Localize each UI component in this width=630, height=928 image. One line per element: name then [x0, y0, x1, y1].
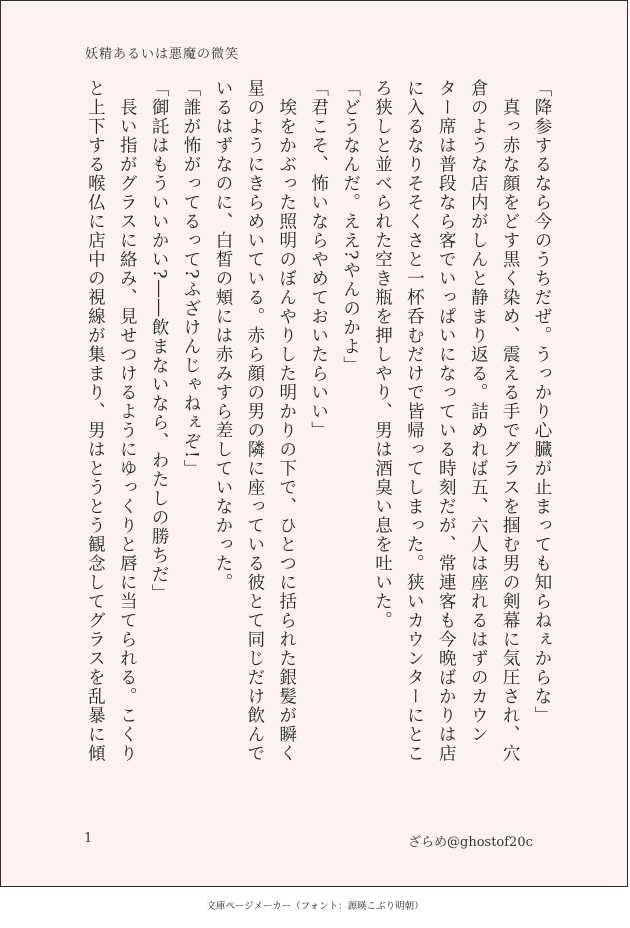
- author-credit: ざらめ@ghostof20c: [408, 835, 533, 850]
- text-line: 埃をかぶった照明のぼんやりした明かりの下で、ひとつに括られた銀髪が瞬く: [276, 79, 297, 763]
- page-number: 1: [84, 831, 93, 846]
- text-line: 真っ赤な顔をどす黒く染め、震える手でグラスを掴む男の剣幕に気圧され、穴: [500, 79, 521, 763]
- text-line: 「降参するなら今のうちだぜ。うっかり心臓が止まっても知らねぇからな」: [532, 79, 552, 725]
- text-line: に入るなりそそくさと一杯呑むだけで皆帰ってしまった。狭いカウンターにとこ: [404, 79, 425, 763]
- text-line: 「御託はもういいかい?――飲まないなら、わたしの勝ちだ」: [149, 79, 170, 603]
- running-title: 妖精あるいは悪魔の微笑: [85, 47, 240, 62]
- text-line: と上下する喉仏に店中の視線が集まり、男はとうとう観念してグラスを乱暴に傾: [85, 79, 106, 763]
- text-line: ター席は普段なら客でいっぱいになっている時刻だが、常連客も今晩ばかりは店: [436, 79, 457, 763]
- text-line: 倉のような店内がしんと静まり返る。詰めれば五、六人は座れるはずのカウン: [468, 79, 489, 744]
- text-line: 長い指がグラスに絡み、見せつけるようにゆっくりと唇に当てられる。こくり: [117, 79, 138, 763]
- text-line: 「君こそ、怖いならやめておいたらいい」: [308, 79, 329, 440]
- vertical-body-text: [79, 79, 557, 809]
- text-line: 「誰が怖がってるって?ふざけんじゃねぇぞ!」: [181, 79, 202, 479]
- text-line: いるはずなのに、白皙の頬には赤みすら差していなかった。: [212, 79, 233, 592]
- text-line: 星のようにきらめいている。赤ら顔の男の隣に座っている彼とて同じだけ飲んで: [244, 79, 265, 763]
- text-line: ろ狭しと並べられた空き瓶を押しやり、男は酒臭い息を吐いた。: [372, 79, 393, 630]
- generator-caption: 文庫ページメーカー（フォント：源暎こぶり明朝）: [206, 901, 424, 912]
- text-line: 「どうなんだ。ええ?やんのかよ」: [340, 79, 361, 375]
